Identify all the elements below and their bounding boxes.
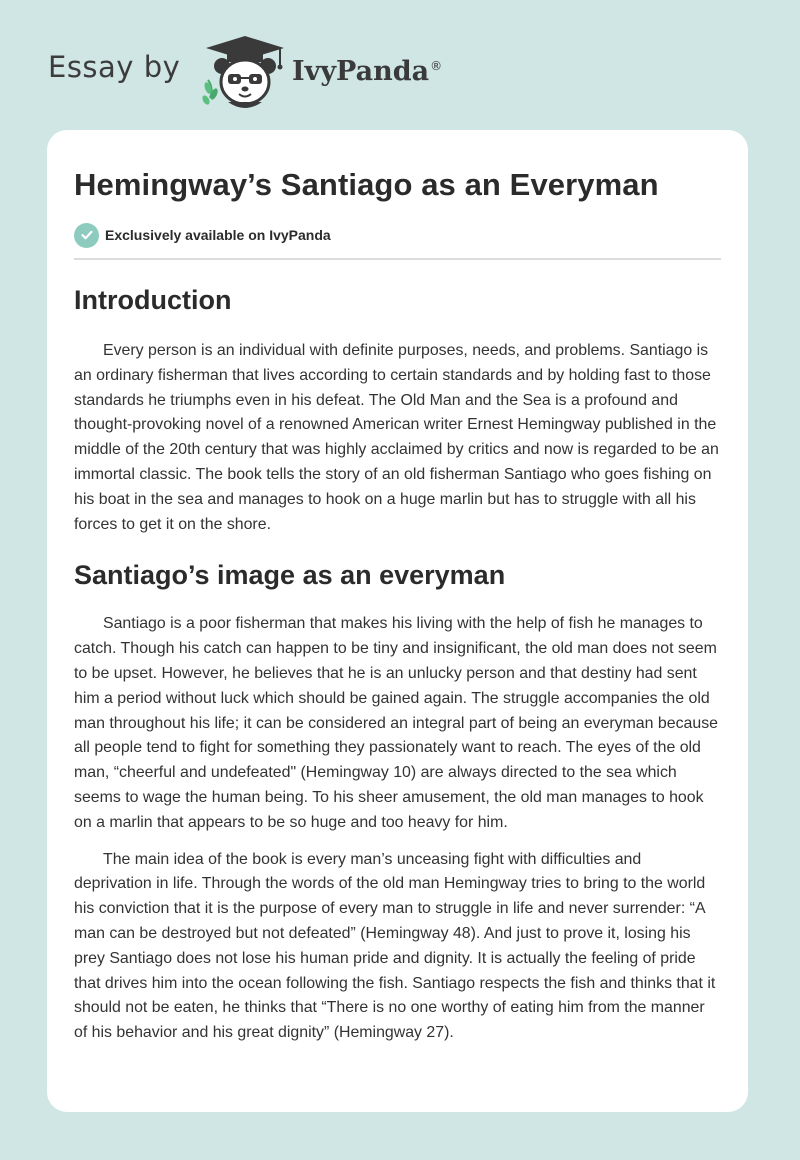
page-title: Hemingway’s Santiago as an Everyman [74,167,659,202]
registered-mark: ® [430,59,443,73]
exclusive-badge [74,222,721,248]
panda-graduation-cap-icon[interactable] [200,32,290,112]
check-circle-icon [74,223,99,248]
site-header [0,0,800,130]
section-heading-everyman: Santiago’s image as an everyman [74,560,506,591]
essay-card [47,130,748,1112]
paragraph: Every person is an individual with definite purposes, needs, and problems. Santiago is an ordinary fisherman that lives according to certain standards and by holding fast to those standards he triumphs even in his defeat. The Old Man and the Sea is a profound and thought-provoking novel of a renowned American writer Ernest Hemingway published in the middle of the 20th century that was highly acclaimed by critics and now is regarded to be an immortal classic. The book tells the story of an old fisherman Santiago who goes fishing on his boat in the sea and manages to hook on a huge marlin but has to struggle with all his forces to get it on the shore. [74,342,719,533]
section-heading-introduction: Introduction [74,285,232,315]
brand-prefix: Essay by [48,50,181,84]
paragraph: Santiago is a poor fisherman that makes his living with the help of fish he manages to catch. Though his catch can happen to be tiny and insignificant, the old man does not seem to be upset. However, he believes that he is an unlucky person and that destiny had sent him a period without luck which should be gained again. The struggle accompanies the old man throughout his life; it can be considered an integral part of being an everyman because all people tend to fight for something they passionately want to reach. The eyes of the old man, “cheerful and undefeated" (Hemingway 10) are always directed to the sea which seems to wage the human being. To his sheer amusement, the old man manages to hook on a marlin that appears to be so huge and too heavy for him. [74,615,718,831]
exclusive-label: Exclusively available on IvyPanda [105,227,331,243]
divider [74,258,721,260]
paragraph: The main idea of the book is every man’s unceasing fight with difficulties and deprivation in life. Through the words of the old man Hemingway tries to bring to the world his conviction that it is the purpose of every man to struggle in life and never surrender: “A man can be destroyed but not defeated” (Hemingway 48). And just to prove it, losing his prey Santiago does not lose his human pride and dignity. It is actually the feeling of pride that drives him into the ocean following the fish. Santiago respects the fish and thinks that it should not be eaten, he thinks that “There is no one worthy of eating him from the manner of his behavior and his great dignity” (Hemingway 27). [74,850,716,1042]
brand-name[interactable]: IvyPanda® [292,56,443,87]
